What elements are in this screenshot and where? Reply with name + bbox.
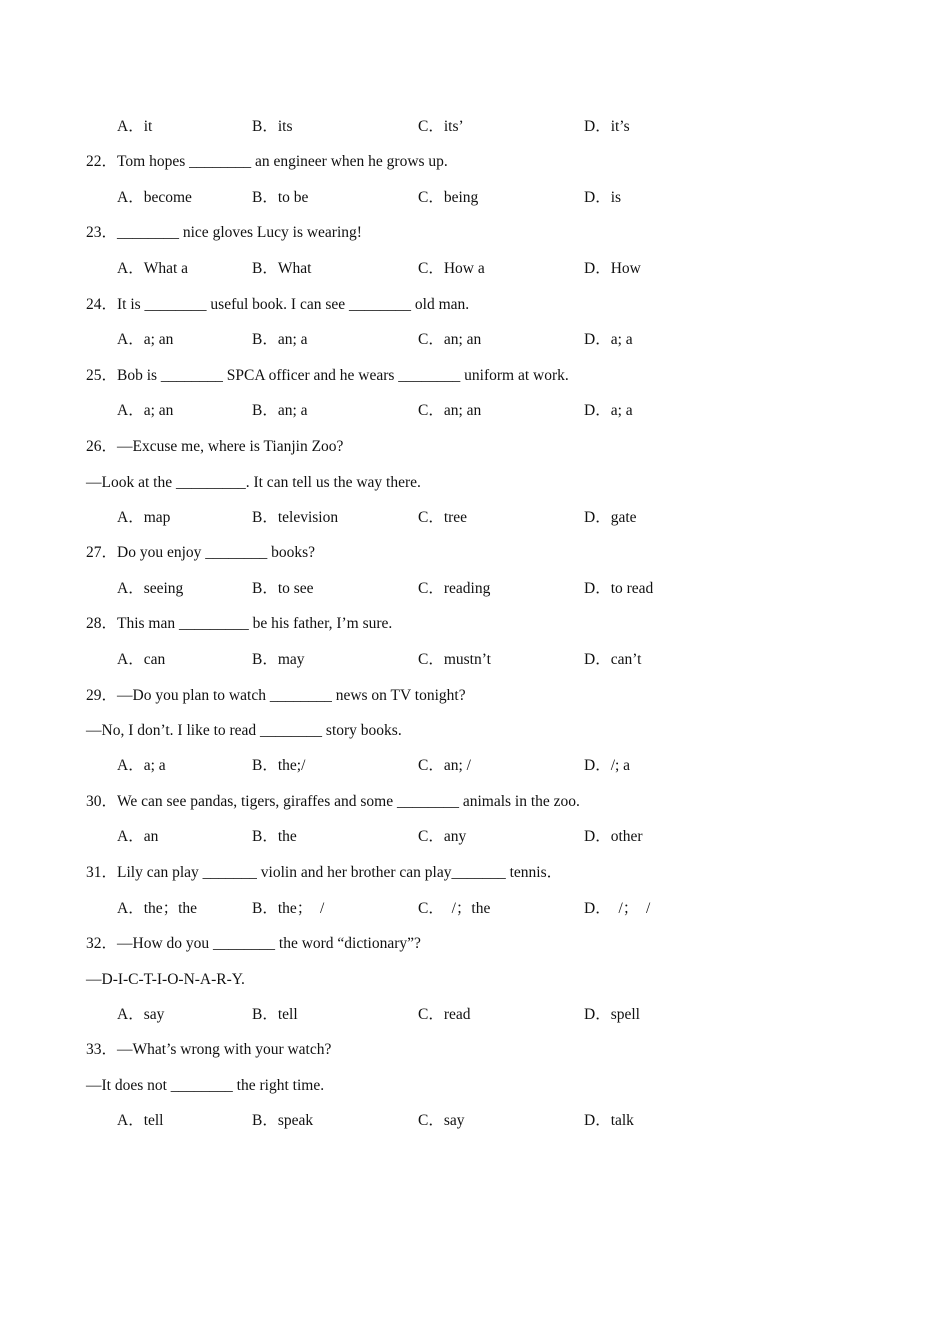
question-line: —No, I don’t. I like to read ________ story books. — [86, 722, 402, 739]
option-d: D．talk — [584, 1112, 634, 1129]
option-c: C．say — [418, 1112, 465, 1129]
question-line: 29．—Do you plan to watch ________ news on TV tonight? — [86, 687, 466, 704]
question-line: 28．This man _________ be his father, I’m sure. — [86, 615, 393, 632]
option-d: D．is — [584, 189, 622, 206]
option-d: D．How — [584, 260, 641, 277]
option-b: B．What — [252, 260, 312, 277]
option-a: A．a; an — [117, 402, 174, 419]
question-line: 25．Bob is ________ SPCA officer and he wears ________ uniform at work. — [86, 367, 569, 384]
option-c: C．its’ — [418, 118, 464, 135]
question-line: 22．Tom hopes ________ an engineer when he grows up. — [86, 153, 448, 170]
options-row — [0, 756, 950, 776]
option-a: A．What a — [117, 260, 189, 277]
option-b: B．television — [252, 509, 339, 526]
question-line: 24．It is ________ useful book. I can see ________ old man. — [86, 296, 470, 313]
option-d: D．spell — [584, 1006, 640, 1023]
option-a: A．map — [117, 509, 171, 526]
options-row — [0, 259, 950, 279]
option-d: D．/; a — [584, 757, 631, 774]
option-b: B．the； / — [252, 900, 325, 917]
option-d: D． /； / — [584, 900, 651, 917]
option-a: A．a; a — [117, 757, 166, 774]
option-b: B．may — [252, 651, 305, 668]
options-row — [0, 188, 950, 208]
option-a: A．an — [117, 828, 159, 845]
option-c: C．an; an — [418, 331, 482, 348]
option-c: C．mustn’t — [418, 651, 491, 668]
option-c: C．read — [418, 1006, 471, 1023]
option-c: C．being — [418, 189, 479, 206]
options-row — [0, 650, 950, 670]
question-line: 27．Do you enjoy ________ books? — [86, 544, 316, 561]
option-d: D．to read — [584, 580, 654, 597]
options-row — [0, 899, 950, 919]
option-a: A．it — [117, 118, 153, 135]
options-row — [0, 827, 950, 847]
option-a: A．can — [117, 651, 166, 668]
question-line: 32．—How do you ________ the word “dictionary”? — [86, 935, 421, 952]
option-d: D．a; a — [584, 331, 633, 348]
question-line: 23．________ nice gloves Lucy is wearing! — [86, 224, 362, 241]
option-c: C．How a — [418, 260, 485, 277]
question-line: —Look at the _________. It can tell us the way there. — [86, 474, 421, 491]
question-line: 26．—Excuse me, where is Tianjin Zoo? — [86, 438, 344, 455]
option-b: B．tell — [252, 1006, 298, 1023]
option-c: C．an; an — [418, 402, 482, 419]
option-a: A．the；the — [117, 900, 198, 917]
question-line: 31．Lily can play _______ violin and her brother can play_______ tennis． — [86, 864, 563, 881]
options-row — [0, 1005, 950, 1025]
options-row — [0, 117, 950, 137]
question-line: —D-I-C-T-I-O-N-A-R-Y. — [86, 971, 245, 988]
option-d: D．can’t — [584, 651, 642, 668]
option-c: C．an; / — [418, 757, 471, 774]
question-line: 30．We can see pandas, tigers, giraffes and some ________ animals in the zoo. — [86, 793, 580, 810]
option-d: D．a; a — [584, 402, 633, 419]
option-d: D．other — [584, 828, 643, 845]
options-row — [0, 1111, 950, 1131]
option-a: A．become — [117, 189, 192, 206]
options-row — [0, 579, 950, 599]
option-c: C．any — [418, 828, 467, 845]
question-line: —It does not ________ the right time. — [86, 1077, 325, 1094]
option-b: B．its — [252, 118, 293, 135]
option-b: B．an; a — [252, 402, 308, 419]
option-a: A．seeing — [117, 580, 184, 597]
options-row — [0, 401, 950, 421]
option-b: B．the;/ — [252, 757, 306, 774]
options-row — [0, 508, 950, 528]
option-a: A．tell — [117, 1112, 164, 1129]
question-line: 33．—What’s wrong with your watch? — [86, 1041, 332, 1058]
option-b: B．speak — [252, 1112, 314, 1129]
option-b: B．the — [252, 828, 297, 845]
option-a: A．a; an — [117, 331, 174, 348]
option-b: B．to see — [252, 580, 314, 597]
option-b: B．to be — [252, 189, 309, 206]
option-b: B．an; a — [252, 331, 308, 348]
option-a: A．say — [117, 1006, 165, 1023]
option-d: D．it’s — [584, 118, 630, 135]
option-c: C．tree — [418, 509, 468, 526]
option-c: C．reading — [418, 580, 491, 597]
options-row — [0, 330, 950, 350]
option-c: C． /；the — [418, 900, 491, 917]
option-d: D．gate — [584, 509, 637, 526]
